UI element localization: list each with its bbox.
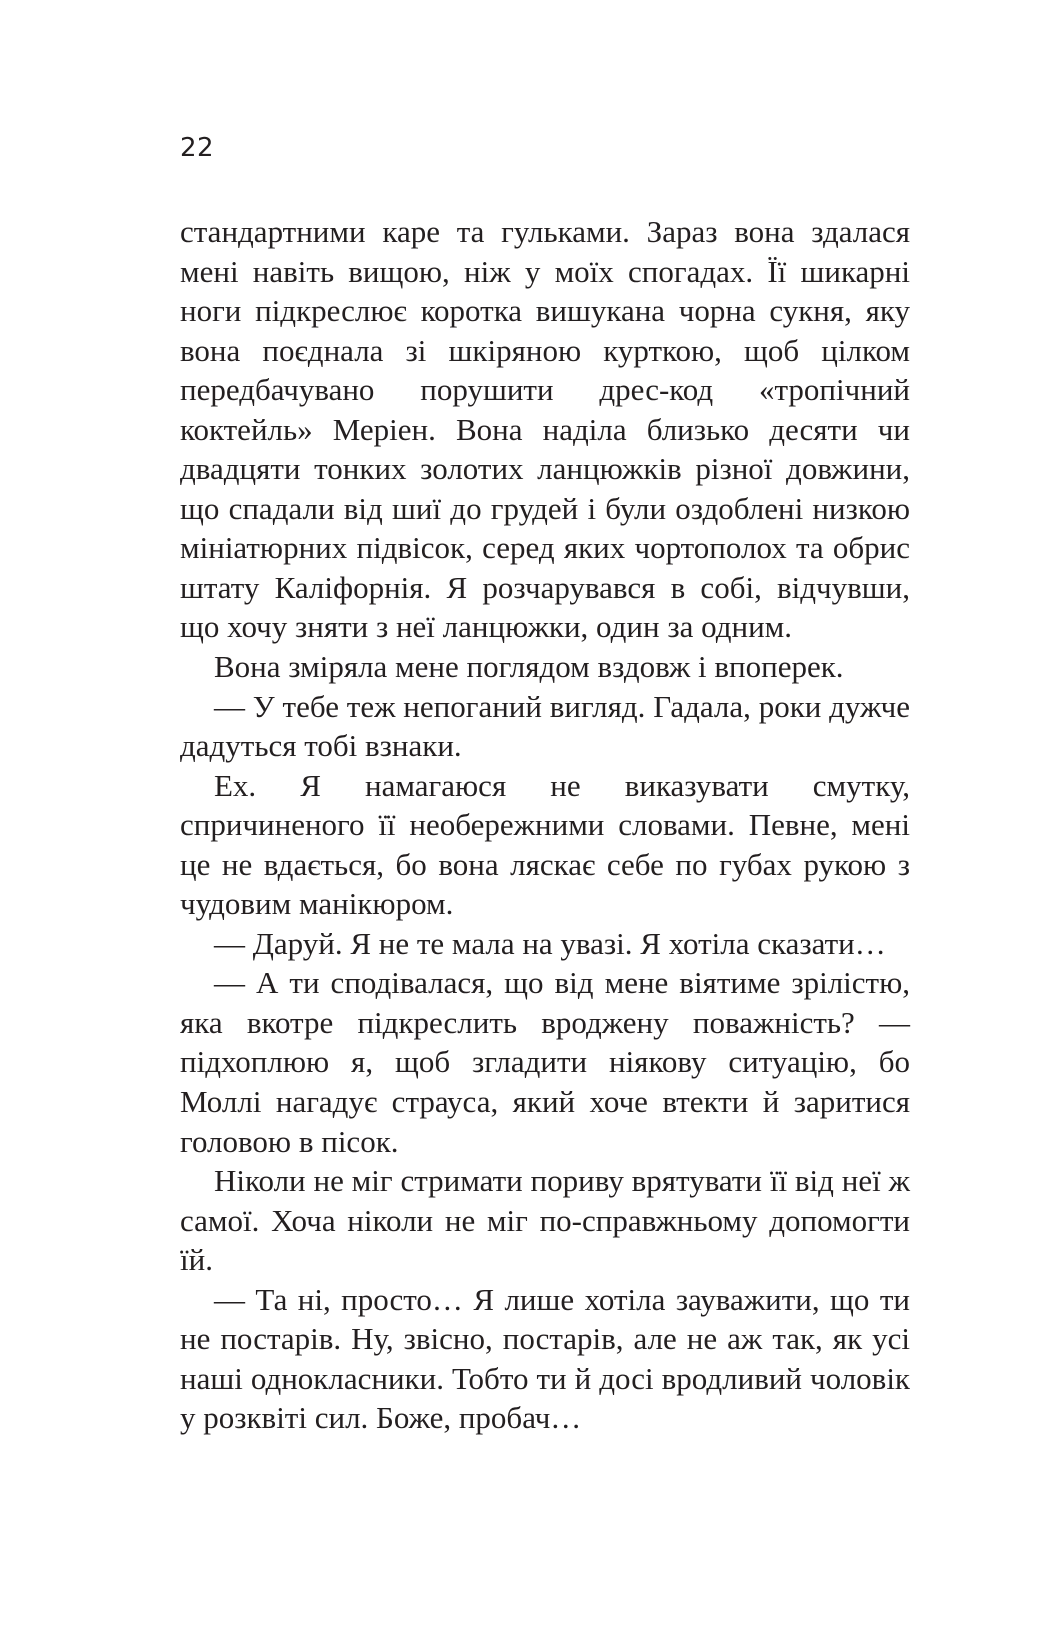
- paragraph-6: — А ти сподівалася, що від мене віятиме зрілістю, яка вкотре підкреслить вроджену поважність? — підхоплюю я, щоб згладити ніякову ситуацію, бо Моллі нагадує страуса, який хоче втекти й заритися головою в пісок.: [180, 965, 910, 1159]
- paragraph-4: Ех. Я намагаюся не виказувати смутку, спричиненого її необережними словами. Певне, мені це не вдається, бо вона ляскає себе по губах рукою з чудовим манікюром.: [180, 767, 910, 922]
- body-text: [180, 212, 910, 1438]
- paragraph-2: Вона зміряла мене поглядом вздовж і впоперек.: [214, 649, 844, 685]
- paragraph-5: — Даруй. Я не те мала на увазі. Я хотіла сказати…: [214, 925, 886, 961]
- paragraph-7: Ніколи не міг стримати пориву врятувати її від неї ж самої. Хоча ніколи не міг по-справжньому допомогти їй.: [180, 1163, 910, 1278]
- paragraph-3: — У тебе теж непоганий вигляд. Гадала, роки дужче дадуться тобі взнаки.: [180, 688, 910, 764]
- paragraph-1: стандартними каре та гульками. Зараз вона здалася мені навіть вищою, ніж у моїх спогадах. Її шикарні ноги підкреслює коротка вишукана чорна сукня, яку вона поєднала зі шкіряною курткою, щоб цілком передбачувано порушити дрес-код «тропічний коктейль» Меріен. Вона наділа близько десяти чи двадцяти тонких золотих ланцюжків різної довжини, що спадали від шиї до грудей і були оздоблені низкою мініатюрних підвісок, серед яких чортополох та обрис штату Каліфорнія. Я розчарувався в собі, відчувши, що хочу зняти з неї ланцюжки, один за одним.: [180, 214, 910, 645]
- page-number: 22: [180, 133, 215, 163]
- paragraph-8: — Та ні, просто… Я лише хотіла зауважити, що ти не постарів. Ну, звісно, постарів, але не аж так, як усі наші однокласники. Тобто ти й досі вродливий чоловік у розквіті сил. Боже, пробач…: [180, 1281, 910, 1436]
